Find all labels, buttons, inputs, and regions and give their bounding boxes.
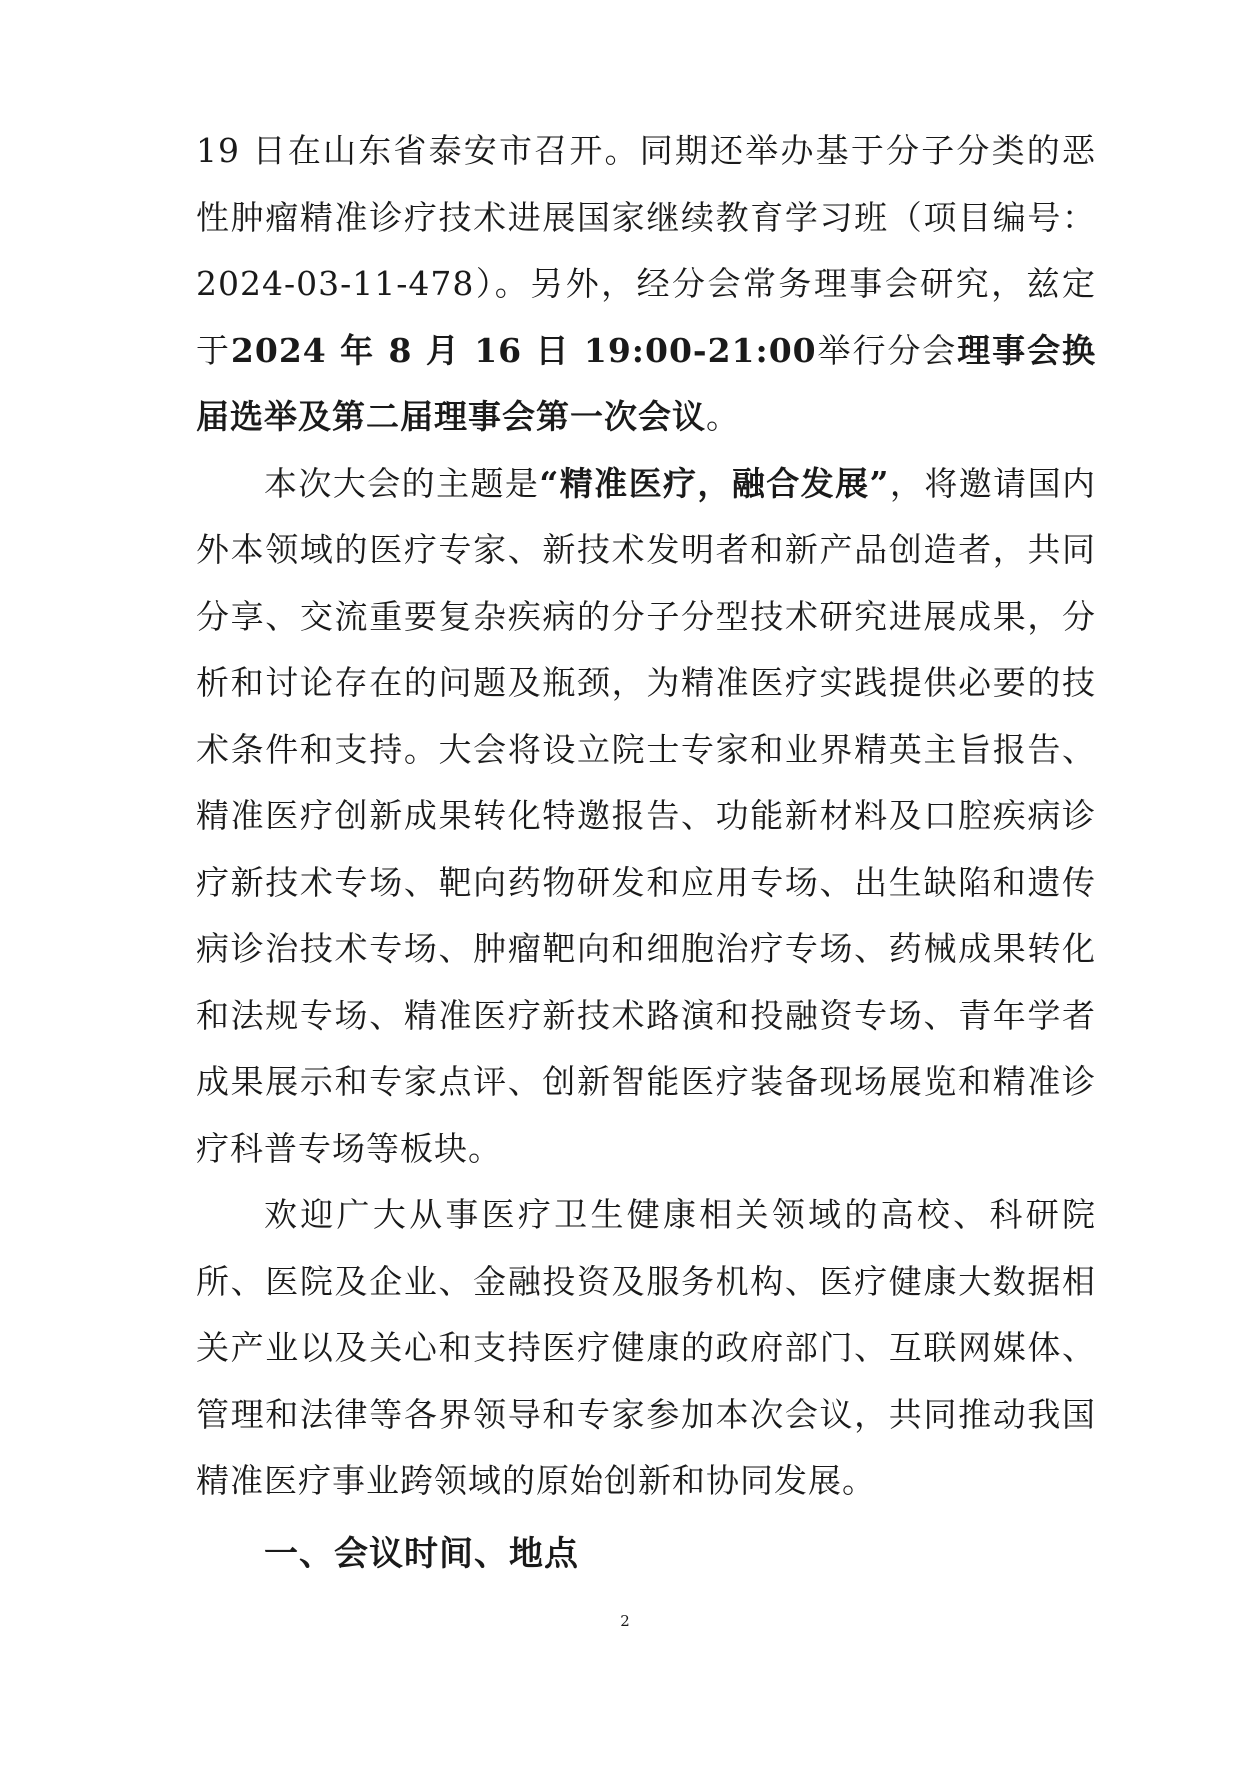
section-heading: 一、会议时间、地点: [264, 1533, 579, 1574]
theme-description: ，将邀请国内外本领域的医疗专家、新技术发明者和新产品创造者，共同分享、交流重要复杂疾病的分子分型技术研究进展成果，分析和讨论存在的问题及瓶颈，为精准医疗实践提供必要的技术条件和支持。大会将设立院士专家和业界精英主旨报告、精准医疗创新成果转化特邀报告、功能新材料及口腔疾病诊疗新技术专场、靶向药物研发和应用专场、出生缺陷和遗传病诊治技术专场、肿瘤靶向和细胞治疗专场、药械成果转化和法规专场、精准医疗新技术路演和投融资专场、青年学者成果展示和专家点评、创新智能医疗装备现场展览和精准诊疗科普专场等板块。: [196, 463, 1097, 1168]
paragraph-theme: [196, 451, 1096, 1183]
invitation-text: 欢迎广大从事医疗卫生健康相关领域的高校、科研院所、医院及企业、金融投资及服务机构、医疗健康大数据相关产业以及关心和支持医疗健康的政府部门、互联网媒体、管理和法律等各界领导和专家参加本次会议，共同推动我国精准医疗事业跨领域的原始创新和协同发展。: [196, 1195, 1096, 1500]
theme-intro-text: 本次大会的主题是: [264, 463, 540, 503]
meeting-end-punct: 。: [706, 397, 740, 436]
meeting-action-text: 举行分会: [816, 330, 958, 370]
meeting-location-text: 19 日在山东省泰安市召开。同期还举办基于分子分类的恶性肿瘤精准诊疗技术进展国家继续教育学习班（项目编号：2024-03-11-478）。另外，经分会常务理事会研究，兹定于: [196, 131, 1096, 370]
meeting-datetime: 2024 年 8 月 16 日 19:00-21:00: [230, 330, 817, 370]
page-number: 2: [620, 1612, 630, 1630]
paragraph-meeting-info: [196, 118, 1096, 451]
meeting-election-title: 理事会换届选举及第二届理事会第一次会议: [196, 330, 1096, 436]
document-body: [196, 118, 1096, 1587]
paragraph-invitation: [196, 1182, 1096, 1515]
theme-title: “精准医疗，融合发展”: [539, 463, 890, 503]
